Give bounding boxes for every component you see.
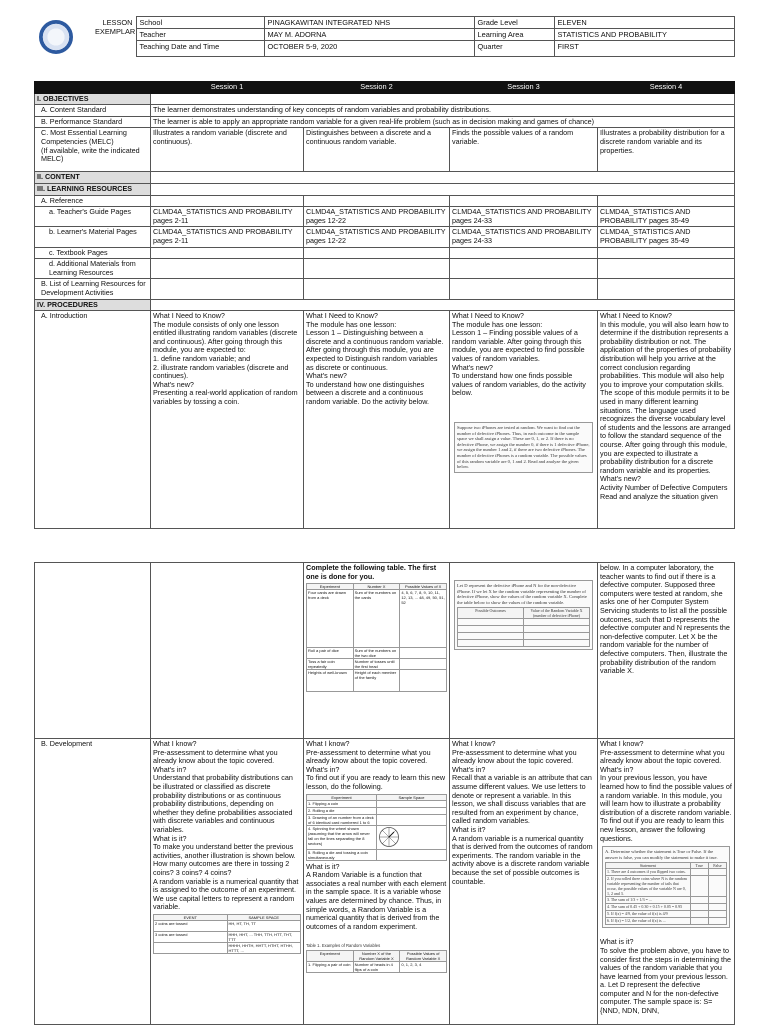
dev-session-2-text: What I know? Pre-assessment to determine what you already know about the topic covered. What's in? To find out if you are ready to learn this new lesson, do the following. <box>306 739 446 791</box>
development-label: B. Development <box>35 739 151 1025</box>
false-head: False <box>708 863 726 869</box>
teaching-date-label: Teaching Date and Time <box>136 41 264 57</box>
statement-head: Statement <box>606 863 691 869</box>
experiment-table-head-3: Possible Values of X <box>400 584 447 590</box>
sample-space-head-2: Sample Space <box>377 794 447 800</box>
table-row: 5. If f(x) = 4/9, the value of f(x) is 4/9 <box>606 911 727 918</box>
lesson-page-1 <box>34 16 734 529</box>
table-row: 2 coins are tossed HH, HT, TH, TT <box>154 920 301 931</box>
table-row: 4. The sum of 0.45 + 0.30 + 0.15 + 0.05 = 0.95 <box>606 904 727 911</box>
random-variable-examples-table <box>306 950 447 973</box>
quarter-label: Quarter <box>474 41 554 57</box>
dev-session-1 <box>151 739 304 1025</box>
intro-session-1: What I Need to Know? The module consists of only one lesson entitled illustrating random variables (discrete and continuous). After going through this module, you are expected to: 1. define random variable; and 2. illustrate random variables (discrete and continues). What's new? Presenting a real-world application of random variables by tossing a coin. <box>151 311 304 529</box>
objectives-heading: I. OBJECTIVES <box>35 93 151 105</box>
intro-session-2: What I Need to Know? The module has one lesson: Lesson 1 – Distinguishing between a discrete and a continuous random variable. After going through this module, you are expected to Distinguish random variables as discrete or continuous. What's new? To understand how one distinguishes between a discrete and a continuous random variable. Do the activity below. <box>304 311 450 529</box>
dev-session-4-what-is-it: What is it? To solve the problem above, you have to consider first the steps in determining the values of the random variable that you have learned from your previous lesson. a. Let D represent the defective computer and N for the non-defective computer. The sample space is: S= {NND, NDN, DNN, <box>600 937 732 1016</box>
rv-experiment-head: Experiment <box>307 951 354 962</box>
sample-space-head: SAMPLE SPACE <box>227 914 301 920</box>
procedures-heading: IV. PROCEDURES <box>35 299 151 311</box>
learning-area-label: Learning Area <box>474 29 554 41</box>
dev-session-3: What I know? Pre-assessment to determine what you already know about the topic covered. What's in? Recall that a variable is an attribute that can assume different values. We use letters to denote or represent a variable. In this lesson, we shall discuss variables that are resulted from an experiment by chance, called random variables. What is it? A random variable is a numerical quantity that is derived from the outcomes of random experiments. The random variable in the activity above is a discrete random variable because the set of possible outcomes is countable. <box>450 739 598 1025</box>
table-row: 3. Drawing of an number from a deck of 6 identical card numbered 1 to 6 <box>307 814 447 825</box>
possible-outcomes-head: Possible Outcomes <box>458 608 524 619</box>
teachers-guide-label: a. Teacher's Guide Pages <box>35 207 151 227</box>
deped-seal-cell <box>34 17 92 57</box>
lm-session-2: CLMD4A_STATISTICS AND PROBABILITY pages 12-22 <box>304 227 450 247</box>
random-variable-table-caption: Table 1. Examples of Random Variables <box>306 943 381 949</box>
table-row: 3. The sum of 1/3 + 1/3 = ... <box>606 897 727 904</box>
melc-session-1: Illustrates a random variable (discrete and continuous). <box>151 128 304 172</box>
melc-session-2: Distinguishes between a discrete and a continuous random variable. <box>304 128 450 172</box>
random-variable-value-head: Value of the Random Variable X (number of defective iPhone) <box>524 608 590 619</box>
complete-table-instruction: Complete the following table. The first one is done for you. <box>306 563 437 581</box>
lesson-page-2 <box>34 562 734 1025</box>
true-false-excerpt <box>602 846 730 928</box>
tg-session-1: CLMD4A_STATISTICS AND PROBABILITY pages 2-11 <box>151 207 304 227</box>
table-row: 1. Flipping a pair of coin Number of heads in 4 flips of a coin 0, 1, 2, 3, 4 <box>307 962 447 973</box>
lm-session-1: CLMD4A_STATISTICS AND PROBABILITY pages 2-11 <box>151 227 304 247</box>
lesson-plan-table-continued <box>34 562 735 1025</box>
table-row: Roll a pair of dice Sum of the numbers on the two dice <box>307 648 447 659</box>
session-4-head: Session 4 <box>598 82 735 94</box>
dev-session-2-what-is-it: What is it? A Random Variable is a function that associates a real number with each element in the sample space. It is a variable whose values are determined by chance. Thus, in simple words, a Random Variable is a numerical quantity that is derived from the outcomes of a random experiment. <box>306 861 447 931</box>
performance-standard-text: The learner is able to apply an appropriate random variable for a given real-life problem (such as in decision making and games of chance) <box>151 116 735 128</box>
performance-standard-label: B. Performance Standard <box>35 116 151 128</box>
lm-session-3: CLMD4A_STATISTICS AND PROBABILITY pages 24-33 <box>450 227 598 247</box>
spinner-cell <box>377 825 447 849</box>
grade-level-label: Grade Level <box>474 17 554 29</box>
table-row: Heights of well-known Height of each member of the family <box>307 670 447 692</box>
melc-label: C. Most Essential Learning Competencies (MELC) (If available, write the indicated MELC) <box>35 128 151 172</box>
intro-cont-session-3 <box>450 563 598 739</box>
lesson-plan-table <box>34 81 735 529</box>
intro-session-4: What I Need to Know? In this module, you will also learn how to determine if the distribution represents a probability distribution or not. The application of the properties of probability distribution will help you arrive at the correct conclusion regarding probabilities. This module will also help you to improve your computation skills. The scope of this module permits it to be used in many different learning situations. The language used recognizes the diverse vocabulary level of students and the lessons are arranged to follow the standard sequence of the course. After going through this module, you are expected to illustrate a probability distribution for a discrete random variable and its properties. What's new? Activity Number of Defective Computers Read and analyze the situation given <box>598 311 735 529</box>
reference-label: A. Reference <box>35 195 151 207</box>
table-row: 4. Spinning the wheel shown (assuming that the arrow will never fall on the lines separating the 8 sectors) <box>307 825 447 849</box>
school-value: PINAGKAWITAN INTEGRATED NHS <box>264 17 474 29</box>
intro-cont-session-4: below. In a computer laboratory, the teacher wants to find out if there is a defective computer. Supposed three computers were tested at random, she asks one of her Computer System Servicing students to list all the possible outcomes, such that D represents the defective computer and N represents the non-defective computer. Let X be the random variable for the number of defective computers. Then, illustrate the probability distribution of the random variable X. <box>598 563 735 739</box>
experiment-table-head-1: Experiment <box>307 584 354 590</box>
intro-label-continued <box>35 563 151 739</box>
intro-cont-session-2 <box>304 563 450 739</box>
session-3-head: Session 3 <box>450 82 598 94</box>
true-head: True <box>690 863 708 869</box>
blank-corner <box>35 82 151 94</box>
table-row: 2. If you rolled three coins where N is the random variable representing the number of tails that occur, the possible values of the variable N are 0, 1, 2 and 3. <box>606 876 727 897</box>
learning-resources-heading: III. LEARNING RESOURCES <box>35 183 151 195</box>
experiment-table-head-2: Number X <box>353 584 400 590</box>
table-row <box>458 619 590 626</box>
dev-session-4 <box>598 739 735 1025</box>
melc-session-3: Finds the possible values of a random variable. <box>450 128 598 172</box>
table-row: 5. Rolling a die and tossing a coin simultaneously <box>307 849 447 860</box>
lm-session-4: CLMD4A_STATISTICS AND PROBABILITY pages 35-49 <box>598 227 735 247</box>
possible-outcomes-table <box>457 607 590 647</box>
dev-session-2 <box>304 739 450 1025</box>
dev-session-4-text: What I know? Pre-assessment to determine what you already know about the topic covered. What's in? In your previous lesson, you have learned how to find the possible values of a random variable. In this module, you will learn how to illustrate a probability distribution of a discrete random variable. To find out if you are ready to learn this new lesson, answer the following questions. <box>600 739 732 843</box>
coin-sample-space-table <box>153 914 301 954</box>
table-row: 2. Rolling a die <box>307 807 447 814</box>
teacher-label: Teacher <box>136 29 264 41</box>
spinner-wheel-icon <box>378 826 400 848</box>
content-standard-label: A. Content Standard <box>35 105 151 117</box>
defective-iphone-excerpt <box>454 580 593 650</box>
table-row: HHHH, HHTH, HHTT, HTHT, HTHH, HTTT, ... <box>154 942 301 953</box>
dev-session-1-text: What I know? Pre-assessment to determine what you already know about the topic covered. What's in? Understand that probability distributions can be illustrated or classified as discrete probability distributions or as continuous probability distributions, depending on whether they define probabilities associated with discrete variables and continuous variables. What is it? To make you understand better the previous activities, another illustration is shown below. How many outcomes are there in tossing 2 coins? 3 coins? 4 coins? A random variable is a numerical quantity that is assigned to the outcome of an experiment. We use capital letters to represent a random variable. <box>153 739 299 912</box>
learning-resources-list-label: B. List of Learning Resources for Development Activities <box>35 279 151 299</box>
teaching-date-value: OCTOBER 5-9, 2020 <box>264 41 474 57</box>
event-head: EVENT <box>154 914 228 920</box>
true-false-table <box>605 862 727 925</box>
rv-number-head: Number X of the Random Variable X <box>353 951 400 962</box>
table-row: Toss a fair coin repeatedly Number of tosses until the first head <box>307 659 447 670</box>
defective-iphone-text: Let D represent the defective iPhone and N for the non-defective iPhone. If we let X be the random variable representing the number of defective iPhone, show the values of the random variable X. Complete the table below to show the values of the random variable. <box>457 583 587 605</box>
deped-seal-icon <box>39 20 73 54</box>
introduction-label: A. Introduction <box>35 311 151 529</box>
content-heading: II. CONTENT <box>35 172 151 184</box>
lesson-header-table <box>34 16 735 57</box>
tg-session-3: CLMD4A_STATISTICS AND PROBABILITY pages 24-33 <box>450 207 598 227</box>
table-row: 6. If f(x) = 1/2, the value of f(x) is ... <box>606 918 727 925</box>
school-label: School <box>136 17 264 29</box>
session-2-head: Session 2 <box>304 82 450 94</box>
additional-materials-label: d. Additional Materials from Learning Resources <box>35 259 151 279</box>
intro-cont-session-1 <box>151 563 304 739</box>
grade-level-value: ELEVEN <box>554 17 734 29</box>
intro-session-3 <box>450 311 598 529</box>
learning-area-value: STATISTICS AND PROBABILITY <box>554 29 734 41</box>
learners-material-label: b. Learner's Material Pages <box>35 227 151 247</box>
session-1-head: Session 1 <box>151 82 304 94</box>
table-row: 1. Flipping a coin <box>307 800 447 807</box>
teacher-value: MAY M. ADORNA <box>264 29 474 41</box>
tg-session-2: CLMD4A_STATISTICS AND PROBABILITY pages 12-22 <box>304 207 450 227</box>
experiment-head: Experiment <box>307 794 377 800</box>
quarter-value: FIRST <box>554 41 734 57</box>
textbook-pages-label: c. Textbook Pages <box>35 247 151 259</box>
sample-space-table <box>306 794 447 861</box>
lesson-exemplar-label: LESSON EXEMPLAR <box>95 17 136 36</box>
rv-values-head: Possible Values of Random Variable X <box>400 951 447 962</box>
table-row: 1. There are 4 outcomes if you flipped two coins. <box>606 869 727 876</box>
content-standard-text: The learner demonstrates understanding of key concepts of random variables and probability distributions. <box>151 105 735 117</box>
table-row <box>458 626 590 633</box>
experiment-table <box>306 583 447 692</box>
true-false-instruction: A. Determine whether the statement is True or False. If the answer is false, you can modify the statement to make it true. <box>605 849 718 860</box>
tg-session-4: CLMD4A_STATISTICS AND PROBABILITY pages 35-49 <box>598 207 735 227</box>
iphone-excerpt: Suppose two iPhones are tested at random. We want to find out the number of defective iPhones. Thus, in each outcome in the sample space we shall assign a value. These are 0, 1, or 2. If there is no defective iPhone, we assign the number 0, if there is 1 defective iPhone, we assign the number 1 and 2, if there are two defective iPhones. The number of defective iPhones is a random variable. The possible values of this random variable are 0, 1 and 2. Read and analyze the given below. <box>454 422 593 473</box>
melc-session-4: Illustrates a probability distribution for a discrete random variable and its properties. <box>598 128 735 172</box>
table-row: 3 coins are tossed HHH, HHT, ... THH, TTH, HTT, THT, TTT <box>154 931 301 942</box>
intro-session-3-text: What I Need to Know? The module has one lesson: Lesson 1 – Finding possible values of a random variable. After going through this module, you are expected to find possible values of random variables. What's new? To understand how one finds possible values of random variables, do the activity below. <box>452 311 586 398</box>
table-row <box>458 633 590 640</box>
table-row: Four cards are drawn from a deck Sum of the numbers on the cards 4, 5, 6, 7, 8, 9, 10, 11, 12, 13, ... 48, 49, 50, 51, 52 <box>307 590 447 648</box>
table-row <box>458 640 590 647</box>
